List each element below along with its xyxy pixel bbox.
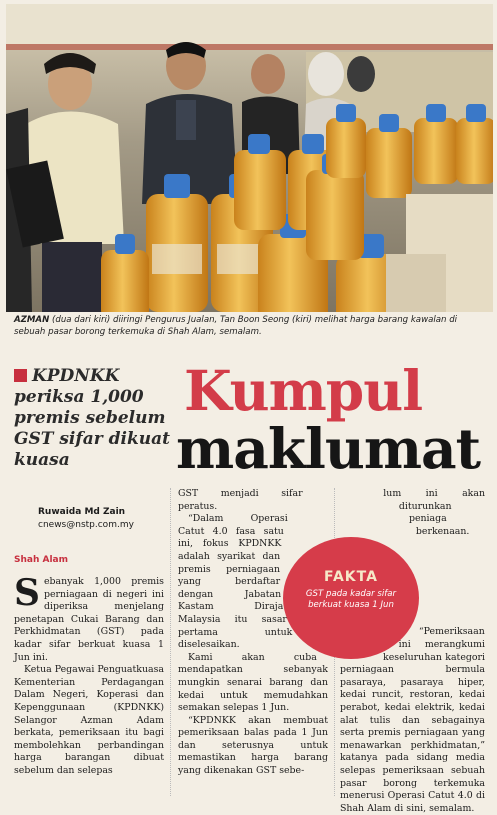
headline-line-2: maklumat (176, 416, 481, 481)
fakta-body: GST pada kadar sifar berkuat kuasa 1 Jun (305, 589, 397, 610)
caption-text: (dua dari kiri) diiringi Pengurus Jualan, Tan Boon Seong (kiri) melihat harga barang kawalan di sebuah pasar borong terkemuka di Shah Alam, semalam. (14, 315, 458, 337)
fakta-badge (283, 537, 419, 659)
paragraph: “Pemeriksaan ini merangkumi keseluruhan kategori perniagaan bermula pasaraya, pasaraya hiper, kedai runcit, restoran, kedai perabot, kedai elektrik, kedai alat tulis dan sebagainya serta premis perniagaan yang menawarkan perkhidmatan,” katanya pada sidang media selepas pemeriksaan sebuah pasar borong terkemuka menerusi Operasi Catut 4.0 di Shah Alam di sini, semalam. (340, 626, 485, 814)
article-column-1 (14, 572, 164, 778)
paragraph (14, 572, 164, 664)
headline-line-1: Kumpul (184, 358, 423, 423)
paragraph: “Dalam Operasi Catut 4.0 fasa satu ini, fokus KPDNKK adalah syarikat dan premis perniagaan yang berdaftar dengan Jabatan Kastam Diraja Malaysia itu sasar pertama untuk diselesaikan. (178, 513, 293, 651)
dropcap: S (14, 572, 40, 614)
byline-email: cnews@nstp.com.my (38, 520, 134, 530)
paragraph: lum ini akan diturunkan peniaga berkenaan. (383, 488, 485, 537)
paragraph: “KPDNKK akan membuat pemeriksaan balas pada 1 Jun dan seterusnya untuk memastikan harga barang yang dikenakan GST sebe- (178, 714, 328, 777)
kicker-text: KPDNKK periksa 1,000 premis sebelum GST sifar dikuat kuasa (14, 366, 170, 470)
paragraph: GST menjadi sifar peratus. (178, 488, 303, 512)
column-divider (170, 488, 171, 796)
fakta-title: FAKTA (324, 569, 378, 585)
red-square-icon (14, 369, 27, 382)
paragraph: Kami akan cuba mendapatkan sebanyak mungkin senarai barang dan kedai untuk memudahkan semakan selepas 1 Jun. (178, 651, 328, 714)
caption-name: AZMAN (14, 315, 50, 325)
paragraph: Ketua Pegawai Penguatkuasa Kementerian Perdagangan Dalam Negeri, Koperasi dan Kepenggunaan (KPDNKK) Selangor Azman Adam berkata, pemeriksaan itu bagi membolehkan perbandingan harga barangan dibuat sebelum dan selepas (14, 664, 164, 776)
headline (176, 358, 492, 481)
byline (38, 506, 134, 532)
kicker (14, 366, 170, 471)
byline-name: Ruwaida Md Zain (38, 507, 126, 517)
paragraph-text: ebanyak 1,000 premis perniagaan di negeri ini diperiksa menjelang penetapan Cukai Barang dan Perkhidmatan (GST) pada kadar sifar berkuat kuasa 1 Jun ini. (14, 576, 164, 663)
dateline: Shah Alam (14, 555, 69, 565)
photo-caption (14, 314, 484, 338)
news-photo-illustration (6, 4, 493, 312)
news-photo (6, 4, 493, 312)
